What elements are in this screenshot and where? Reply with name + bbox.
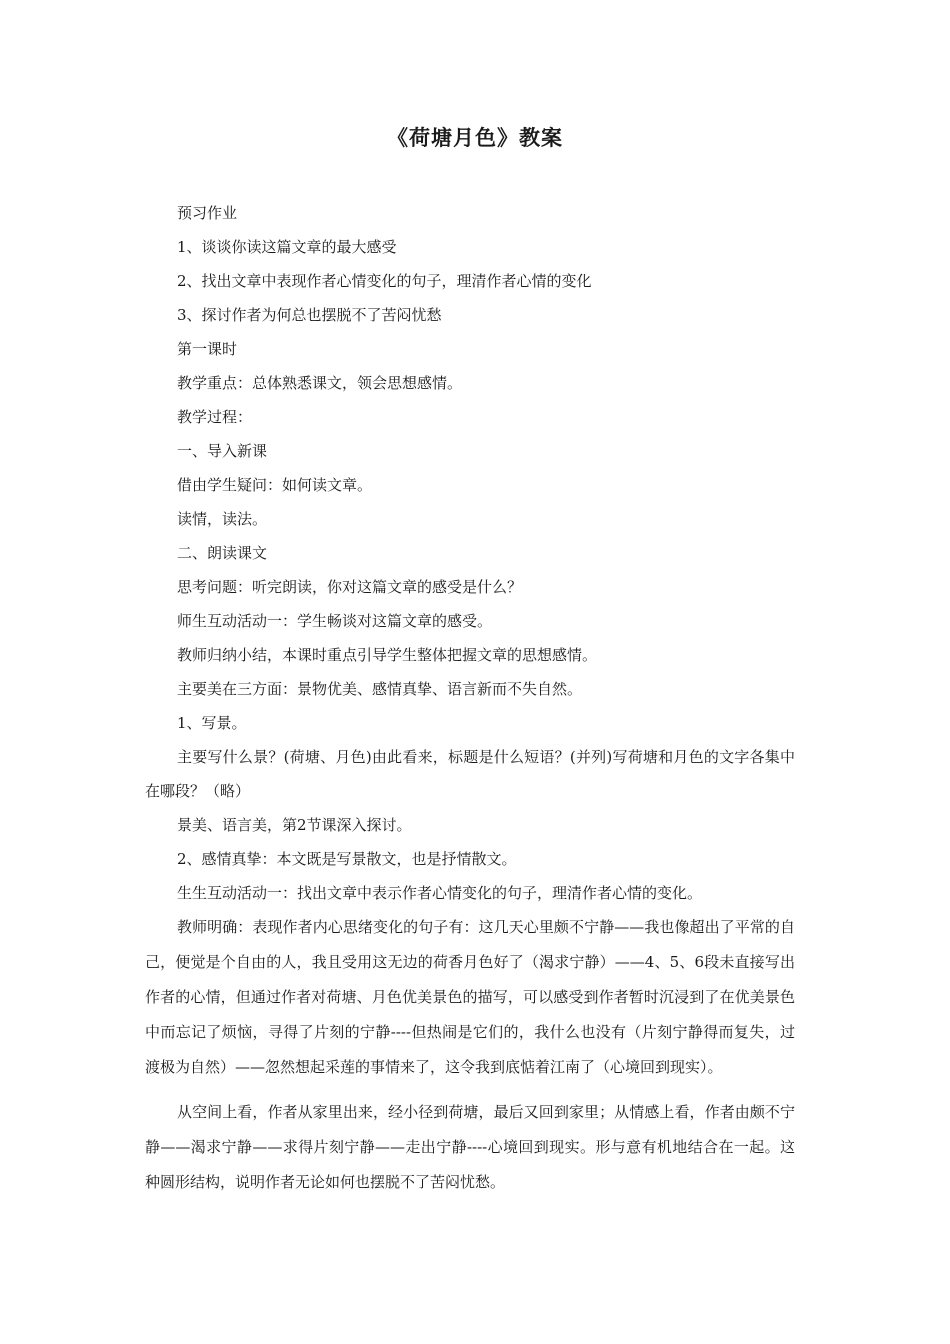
paragraph: 借由学生疑问：如何读文章。 [177, 476, 373, 494]
paragraph: 教师明确：表现作者内心思绪变化的句子有：这几天心里颇不宁静——我也像超出了平常的自己，便觉是个自由的人，我且受用这无边的荷香月色好了（渴求宁静）——4、5、6段未直接写出作者的心情，但通过作者对荷塘、月色优美景色的描写，可以感受到作者暂时沉浸到了在优美景色中而忘记了烦恼，寻得了片刻的宁静----但热闹是它们的，我什么也没有（片刻宁静得而复失，过渡极为自然）——忽然想起采莲的事情来了，这令我到底惦着江南了（心境回到现实）。 [145, 918, 795, 1076]
paragraph-gap [145, 1085, 795, 1095]
paragraph: 思考问题：听完朗读，你对这篇文章的感受是什么？ [177, 578, 523, 596]
paragraph: 2、找出文章中表现作者心情变化的句子，理清作者心情的变化 [177, 272, 592, 290]
document-title: 《荷塘月色》教案 [387, 126, 563, 150]
document-body [145, 196, 795, 1200]
paragraph: 从空间上看，作者从家里出来，经小径到荷塘，最后又回到家里；从情感上看，作者由颇不宁静——渴求宁静——求得片刻宁静——走出宁静----心境回到现实。形与意有机地结合在一起。这种圆形结构，说明作者无论如何也摆脱不了苦闷忧愁。 [145, 1103, 795, 1191]
paragraph: 预习作业 [177, 204, 238, 222]
paragraph: 2、感情真挚：本文既是写景散文，也是抒情散文。 [177, 850, 517, 868]
paragraph: 3、探讨作者为何总也摆脱不了苦闷忧愁 [177, 306, 442, 324]
paragraph: 生生互动活动一：找出文章中表示作者心情变化的句子，理清作者心情的变化。 [177, 884, 703, 902]
paragraph: 主要写什么景？(荷塘、月色)由此看来，标题是什么短语？(并列)写荷塘和月色的文字各集中在哪段？（略） [145, 748, 795, 800]
paragraph: 教学重点：总体熟悉课文，领会思想感情。 [177, 374, 463, 392]
paragraph: 读情，读法。 [177, 510, 268, 528]
paragraph: 师生互动活动一：学生畅谈对这篇文章的感受。 [177, 612, 493, 630]
paragraph: 二、朗读课文 [177, 544, 268, 562]
paragraph: 第一课时 [177, 340, 238, 358]
paragraph: 一、导入新课 [177, 442, 268, 460]
paragraph: 教师归纳小结，本课时重点引导学生整体把握文章的思想感情。 [177, 646, 598, 664]
paragraph: 1、谈谈你读这篇文章的最大感受 [177, 238, 397, 256]
paragraph: 1、写景。 [177, 714, 247, 732]
paragraph: 教学过程： [177, 408, 253, 426]
paragraph: 景美、语言美，第2节课深入探讨。 [177, 816, 412, 834]
paragraph: 主要美在三方面：景物优美、感情真挚、语言新而不失自然。 [177, 680, 583, 698]
